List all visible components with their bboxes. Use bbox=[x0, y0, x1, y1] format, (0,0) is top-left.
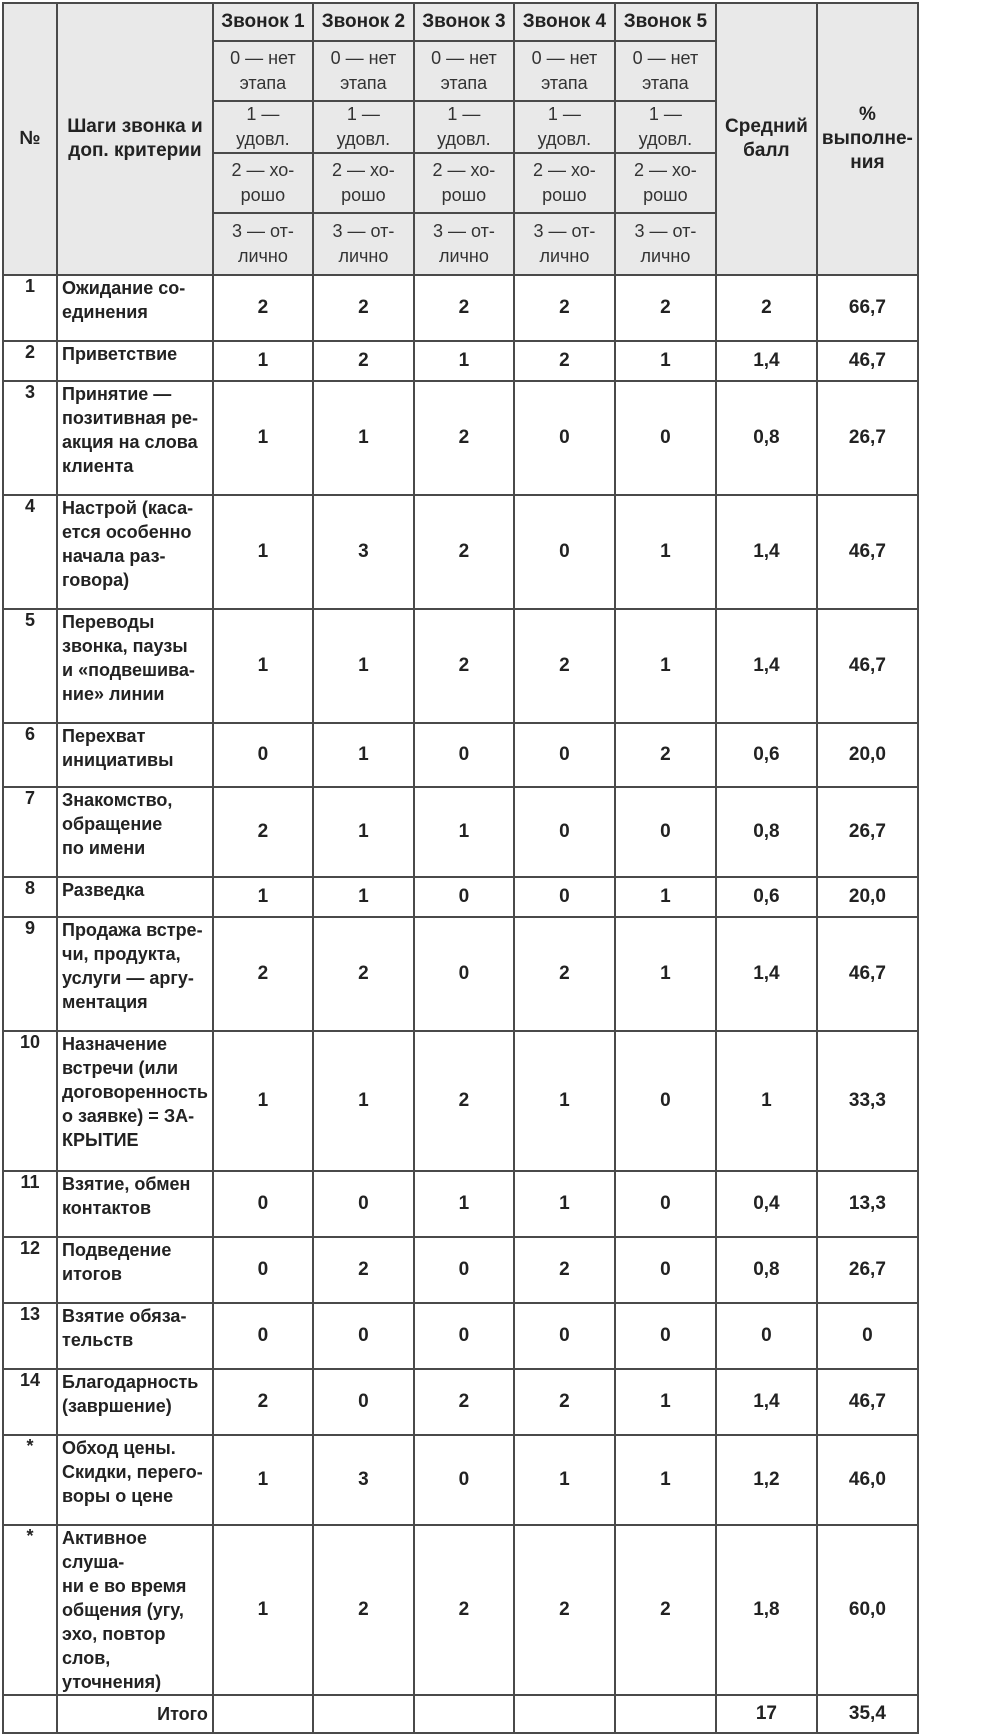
table-row bbox=[3, 1525, 918, 1695]
percent-complete: 13,3 bbox=[817, 1171, 918, 1237]
call-1-score: 1 bbox=[213, 341, 313, 381]
call-1-score: 1 bbox=[213, 1435, 313, 1525]
scale-cell bbox=[213, 153, 313, 213]
call-5-score: 1 bbox=[615, 609, 716, 723]
call-2-score: 2 bbox=[313, 1525, 414, 1695]
call-1-score: 2 bbox=[213, 917, 313, 1031]
avg-score: 0,8 bbox=[716, 787, 817, 877]
step-cell bbox=[57, 381, 213, 495]
avg-score: 1,8 bbox=[716, 1525, 817, 1695]
percent-complete: 66,7 bbox=[817, 275, 918, 341]
total-empty-cell bbox=[213, 1695, 313, 1733]
step-label: Переводы звонка, паузы и «подвешива- ние» линии bbox=[62, 612, 195, 704]
avg-score: 2 bbox=[716, 275, 817, 341]
step-label: Подведение итогов bbox=[62, 1240, 172, 1284]
scale-label: 3 — от- лично bbox=[533, 221, 596, 266]
row-num: 4 bbox=[3, 495, 57, 609]
scale-cell bbox=[615, 101, 716, 153]
table-row bbox=[3, 1369, 918, 1435]
row-num: * bbox=[3, 1435, 57, 1525]
table-row bbox=[3, 1031, 918, 1171]
call-2-score: 1 bbox=[313, 877, 414, 917]
scale-label: 1 — удовл. bbox=[638, 104, 693, 149]
call-3-score: 0 bbox=[414, 877, 514, 917]
step-cell bbox=[57, 495, 213, 609]
avg-score: 1,4 bbox=[716, 609, 817, 723]
step-cell bbox=[57, 1303, 213, 1369]
row-num: 13 bbox=[3, 1303, 57, 1369]
table-row bbox=[3, 1435, 918, 1525]
scale-cell bbox=[514, 41, 615, 101]
header-call-1: Звонок 1 bbox=[213, 3, 313, 41]
step-label: Назначение встречи (или договоренность о заявке) = ЗА- КРЫТИЕ bbox=[62, 1034, 208, 1150]
table-row bbox=[3, 1171, 918, 1237]
call-1-score: 0 bbox=[213, 1171, 313, 1237]
total-empty-cell bbox=[615, 1695, 716, 1733]
scale-label: 1 — удовл. bbox=[336, 104, 391, 149]
percent-complete: 46,7 bbox=[817, 495, 918, 609]
scale-cell bbox=[313, 213, 414, 275]
header-avg-text: Средний балл bbox=[725, 116, 808, 161]
row-num: 9 bbox=[3, 917, 57, 1031]
avg-score: 0 bbox=[716, 1303, 817, 1369]
percent-complete: 46,7 bbox=[817, 1369, 918, 1435]
scale-label: 2 — хо- рошо bbox=[532, 160, 596, 205]
call-score-table bbox=[2, 2, 919, 1734]
percent-complete: 26,7 bbox=[817, 1237, 918, 1303]
step-cell bbox=[57, 723, 213, 787]
header-avg bbox=[716, 3, 817, 275]
step-label: Благодарность (завршение) bbox=[62, 1372, 199, 1416]
scale-label: 3 — от- лично bbox=[432, 221, 495, 266]
call-1-score: 1 bbox=[213, 495, 313, 609]
row-num: 8 bbox=[3, 877, 57, 917]
scale-label: 3 — от- лично bbox=[634, 221, 697, 266]
call-2-score: 1 bbox=[313, 381, 414, 495]
call-4-score: 0 bbox=[514, 787, 615, 877]
call-2-score: 0 bbox=[313, 1303, 414, 1369]
call-1-score: 0 bbox=[213, 723, 313, 787]
header-percent bbox=[817, 3, 918, 275]
percent-complete: 20,0 bbox=[817, 877, 918, 917]
call-4-score: 2 bbox=[514, 1237, 615, 1303]
scale-cell bbox=[313, 153, 414, 213]
call-3-score: 0 bbox=[414, 917, 514, 1031]
percent-complete: 0 bbox=[817, 1303, 918, 1369]
call-2-score: 0 bbox=[313, 1369, 414, 1435]
call-4-score: 2 bbox=[514, 275, 615, 341]
table-row bbox=[3, 341, 918, 381]
avg-score: 1,4 bbox=[716, 917, 817, 1031]
step-cell bbox=[57, 1237, 213, 1303]
table-row bbox=[3, 1237, 918, 1303]
scale-label: 0 — нет этапа bbox=[330, 48, 397, 93]
call-4-score: 0 bbox=[514, 495, 615, 609]
call-3-score: 2 bbox=[414, 1031, 514, 1171]
row-num: 7 bbox=[3, 787, 57, 877]
call-5-score: 1 bbox=[615, 1369, 716, 1435]
call-1-score: 2 bbox=[213, 787, 313, 877]
table-row bbox=[3, 609, 918, 723]
call-1-score: 2 bbox=[213, 1369, 313, 1435]
row-num: * bbox=[3, 1525, 57, 1695]
call-4-score: 0 bbox=[514, 381, 615, 495]
table-body bbox=[3, 275, 918, 1695]
avg-score: 1,4 bbox=[716, 1369, 817, 1435]
call-3-score: 0 bbox=[414, 723, 514, 787]
call-2-score: 3 bbox=[313, 1435, 414, 1525]
call-3-score: 2 bbox=[414, 495, 514, 609]
row-num: 11 bbox=[3, 1171, 57, 1237]
scale-label: 0 — нет этапа bbox=[531, 48, 598, 93]
avg-score: 0,6 bbox=[716, 877, 817, 917]
call-5-score: 0 bbox=[615, 1171, 716, 1237]
percent-complete: 33,3 bbox=[817, 1031, 918, 1171]
percent-complete: 26,7 bbox=[817, 381, 918, 495]
scale-label: 0 — нет этапа bbox=[230, 48, 296, 93]
scale-cell bbox=[514, 153, 615, 213]
scale-label: 3 — от- лично bbox=[332, 221, 395, 266]
row-num: 5 bbox=[3, 609, 57, 723]
row-num: 2 bbox=[3, 341, 57, 381]
step-cell bbox=[57, 1435, 213, 1525]
call-1-score: 2 bbox=[213, 275, 313, 341]
scale-label: 0 — нет этапа bbox=[632, 48, 699, 93]
step-cell bbox=[57, 341, 213, 381]
scale-label: 2 — хо- рошо bbox=[331, 160, 395, 205]
call-3-score: 0 bbox=[414, 1435, 514, 1525]
scale-cell bbox=[313, 41, 414, 101]
call-4-score: 2 bbox=[514, 341, 615, 381]
scale-cell bbox=[414, 153, 514, 213]
step-label: Настрой (каса- ется особенно начала раз- говора) bbox=[62, 498, 194, 590]
avg-score: 1 bbox=[716, 1031, 817, 1171]
scale-cell bbox=[615, 213, 716, 275]
header-call-3: Звонок 3 bbox=[414, 3, 514, 41]
step-cell bbox=[57, 275, 213, 341]
step-label: Приветствие bbox=[62, 344, 178, 364]
call-5-score: 2 bbox=[615, 1525, 716, 1695]
scale-cell bbox=[213, 41, 313, 101]
scale-label: 3 — от- лично bbox=[231, 221, 294, 266]
percent-complete: 26,7 bbox=[817, 787, 918, 877]
percent-complete: 46,7 bbox=[817, 917, 918, 1031]
call-3-score: 2 bbox=[414, 1525, 514, 1695]
step-cell bbox=[57, 1031, 213, 1171]
scale-cell bbox=[414, 213, 514, 275]
row-num: 12 bbox=[3, 1237, 57, 1303]
header-call-4: Звонок 4 bbox=[514, 3, 615, 41]
percent-complete: 46,7 bbox=[817, 609, 918, 723]
table-row bbox=[3, 787, 918, 877]
call-5-score: 1 bbox=[615, 1435, 716, 1525]
call-2-score: 1 bbox=[313, 787, 414, 877]
step-label: Ожидание со- единения bbox=[62, 278, 186, 322]
call-1-score: 1 bbox=[213, 609, 313, 723]
scale-cell bbox=[213, 101, 313, 153]
scale-cell bbox=[313, 101, 414, 153]
step-cell bbox=[57, 1525, 213, 1695]
call-5-score: 0 bbox=[615, 1303, 716, 1369]
call-4-score: 2 bbox=[514, 917, 615, 1031]
total-empty-cell bbox=[514, 1695, 615, 1733]
avg-score: 0,4 bbox=[716, 1171, 817, 1237]
table-row bbox=[3, 917, 918, 1031]
call-1-score: 0 bbox=[213, 1303, 313, 1369]
table-row bbox=[3, 381, 918, 495]
step-label: Взятие обяза- тельств bbox=[62, 1306, 187, 1350]
step-cell bbox=[57, 917, 213, 1031]
call-3-score: 2 bbox=[414, 275, 514, 341]
step-label: Перехват инициативы bbox=[62, 726, 174, 770]
avg-score: 1,4 bbox=[716, 341, 817, 381]
avg-score: 0,6 bbox=[716, 723, 817, 787]
table-header bbox=[3, 3, 918, 275]
call-4-score: 1 bbox=[514, 1031, 615, 1171]
percent-complete: 46,7 bbox=[817, 341, 918, 381]
call-5-score: 0 bbox=[615, 381, 716, 495]
scale-cell bbox=[615, 41, 716, 101]
total-row bbox=[3, 1695, 918, 1733]
percent-complete: 46,0 bbox=[817, 1435, 918, 1525]
row-num: 3 bbox=[3, 381, 57, 495]
call-2-score: 0 bbox=[313, 1171, 414, 1237]
scale-cell bbox=[414, 101, 514, 153]
call-4-score: 2 bbox=[514, 1369, 615, 1435]
call-3-score: 0 bbox=[414, 1303, 514, 1369]
call-4-score: 0 bbox=[514, 723, 615, 787]
avg-score: 0,8 bbox=[716, 381, 817, 495]
step-cell bbox=[57, 787, 213, 877]
step-label: Обход цены. Скидки, перего- воры о цене bbox=[62, 1438, 203, 1506]
step-cell bbox=[57, 609, 213, 723]
call-4-score: 1 bbox=[514, 1171, 615, 1237]
scale-cell bbox=[514, 101, 615, 153]
step-label: Знакомство, обращение по имени bbox=[62, 790, 173, 858]
scale-label: 0 — нет этапа bbox=[431, 48, 497, 93]
call-4-score: 1 bbox=[514, 1435, 615, 1525]
call-4-score: 2 bbox=[514, 1525, 615, 1695]
call-1-score: 1 bbox=[213, 1525, 313, 1695]
call-2-score: 2 bbox=[313, 917, 414, 1031]
call-3-score: 1 bbox=[414, 787, 514, 877]
step-label: Взятие, обмен контактов bbox=[62, 1174, 191, 1218]
call-2-score: 3 bbox=[313, 495, 414, 609]
call-2-score: 1 bbox=[313, 723, 414, 787]
percent-complete: 20,0 bbox=[817, 723, 918, 787]
step-label: Продажа встре- чи, продукта, услуги — аргу- ментация bbox=[62, 920, 203, 1012]
header-num: № bbox=[3, 3, 57, 275]
step-label: Принятие — позитивная ре- акция на слова клиента bbox=[62, 384, 198, 476]
step-label: Разведка bbox=[62, 880, 145, 900]
scale-label: 1 — удовл. bbox=[236, 104, 290, 149]
call-3-score: 1 bbox=[414, 1171, 514, 1237]
call-4-score: 0 bbox=[514, 877, 615, 917]
call-2-score: 1 bbox=[313, 1031, 414, 1171]
header-step bbox=[57, 3, 213, 275]
step-label: Активное слуша- ни е во время общения (угу, эхо, повтор слов, уточнения) bbox=[62, 1528, 187, 1692]
call-3-score: 0 bbox=[414, 1237, 514, 1303]
row-num: 10 bbox=[3, 1031, 57, 1171]
step-cell bbox=[57, 1369, 213, 1435]
scale-label: 1 — удовл. bbox=[537, 104, 592, 149]
scale-cell bbox=[414, 41, 514, 101]
row-num: 6 bbox=[3, 723, 57, 787]
call-4-score: 0 bbox=[514, 1303, 615, 1369]
total-empty-cell bbox=[313, 1695, 414, 1733]
call-1-score: 0 bbox=[213, 1237, 313, 1303]
call-2-score: 2 bbox=[313, 341, 414, 381]
avg-score: 1,2 bbox=[716, 1435, 817, 1525]
step-cell bbox=[57, 1171, 213, 1237]
call-3-score: 1 bbox=[414, 341, 514, 381]
scale-cell bbox=[213, 213, 313, 275]
call-3-score: 2 bbox=[414, 1369, 514, 1435]
header-percent-text: % выполне- ния bbox=[821, 104, 913, 173]
scale-cell bbox=[514, 213, 615, 275]
call-5-score: 0 bbox=[615, 1237, 716, 1303]
call-5-score: 2 bbox=[615, 275, 716, 341]
scale-label: 2 — хо- рошо bbox=[432, 160, 496, 205]
table-footer bbox=[3, 1695, 918, 1733]
scale-cell bbox=[615, 153, 716, 213]
call-5-score: 0 bbox=[615, 787, 716, 877]
call-5-score: 2 bbox=[615, 723, 716, 787]
call-2-score: 1 bbox=[313, 609, 414, 723]
total-empty-cell bbox=[3, 1695, 57, 1733]
row-num: 14 bbox=[3, 1369, 57, 1435]
call-1-score: 1 bbox=[213, 381, 313, 495]
percent-complete: 60,0 bbox=[817, 1525, 918, 1695]
total-label: Итого bbox=[57, 1695, 213, 1733]
total-avg: 17 bbox=[716, 1695, 817, 1733]
call-1-score: 1 bbox=[213, 877, 313, 917]
call-5-score: 1 bbox=[615, 495, 716, 609]
total-percent: 35,4 bbox=[817, 1695, 918, 1733]
row-num: 1 bbox=[3, 275, 57, 341]
call-5-score: 0 bbox=[615, 1031, 716, 1171]
scale-label: 2 — хо- рошо bbox=[231, 160, 295, 205]
call-3-score: 2 bbox=[414, 381, 514, 495]
header-call-2: Звонок 2 bbox=[313, 3, 414, 41]
call-5-score: 1 bbox=[615, 917, 716, 1031]
scale-label: 2 — хо- рошо bbox=[633, 160, 697, 205]
avg-score: 1,4 bbox=[716, 495, 817, 609]
table-row bbox=[3, 1303, 918, 1369]
call-5-score: 1 bbox=[615, 341, 716, 381]
call-2-score: 2 bbox=[313, 1237, 414, 1303]
call-5-score: 1 bbox=[615, 877, 716, 917]
call-4-score: 2 bbox=[514, 609, 615, 723]
header-step-text: Шаги звонка и доп. критерии bbox=[67, 116, 203, 161]
table-row bbox=[3, 495, 918, 609]
table-row bbox=[3, 275, 918, 341]
call-2-score: 2 bbox=[313, 275, 414, 341]
total-empty-cell bbox=[414, 1695, 514, 1733]
step-cell bbox=[57, 877, 213, 917]
call-3-score: 2 bbox=[414, 609, 514, 723]
call-1-score: 1 bbox=[213, 1031, 313, 1171]
header-call-5: Звонок 5 bbox=[615, 3, 716, 41]
table-row bbox=[3, 723, 918, 787]
table-row bbox=[3, 877, 918, 917]
scale-label: 1 — удовл. bbox=[437, 104, 491, 149]
avg-score: 0,8 bbox=[716, 1237, 817, 1303]
